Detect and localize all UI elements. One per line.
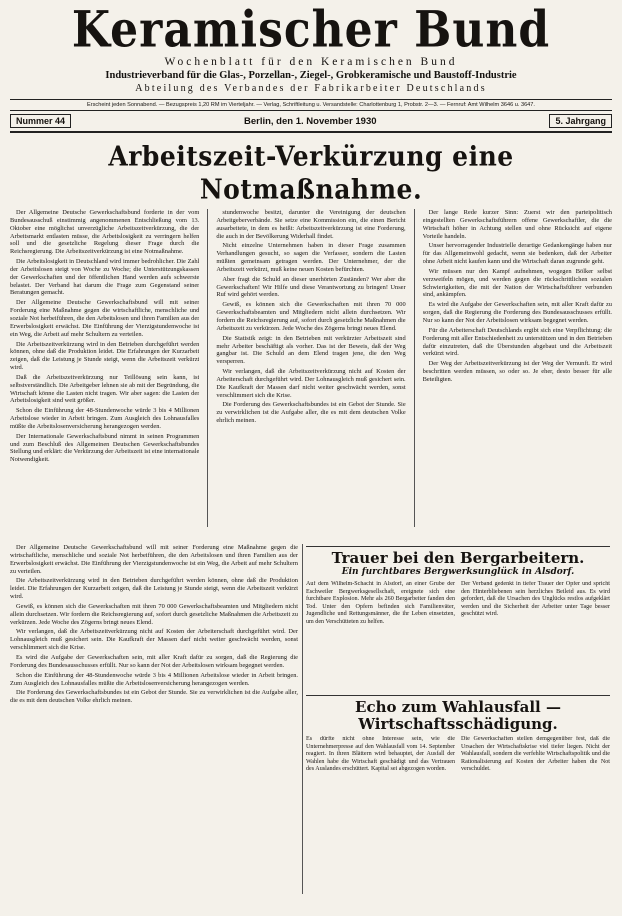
article-column: Die Gewerkschaften stellen demgegenüber fest, daß die Ursachen der Wirtschaftskrise viel tiefer liegen. Nicht der Wahlausfall, sondern die verfehlte Wirtschaftspolitik und die Rationalisierung auf Kosten der Arbeiter haben die Not verschuldet. (461, 736, 610, 773)
paragraph: Wir verlangen, daß die Arbeitszeitverkürzung nicht auf Kosten der Arbeiterschaft durchgeführt wird. Der Lohnausgleich muß gesichert sein. Die Kaufkraft der Massen darf nicht weiter geschwächt werden, sonst verschlimmert sich die Krise. (10, 628, 298, 652)
paragraph: Nicht einzelne Unternehmen haben in dieser Frage zusammen Verhandlungen gesucht, so sagen die Verfasser, sondern die Lasten müßten gemeinsam getragen werden. Der Unternehmer, der die Arbeitszeit verkürzt, muß keine neuen Kosten befürchten. (216, 242, 406, 273)
article-column: Auf dem Wilhelm-Schacht in Alsdorf, an einer Grube der Eschweiler Bergwerksgesellschaft, ereignete sich eine furchtbare Explosion. Mehr als 260 Bergarbeiter fanden den Tod. Unter den Opfern befinden sich Familienväter, Jugendliche und Rettungsmänner, die ihr Leben einsetzten, um den Verschütteten zu helfen. (306, 581, 455, 625)
paragraph: Der Allgemeine Deutsche Gewerkschaftsbund forderte in der vom Bundesausschuß einstimmig angenommenen Entschließung vom 13. Oktober eine möglichst unverzügliche Arbeitszeitverkürzung, die der Arbeitsmarkt entlasten müsse, die Arbeitslosigkeit zu verringern helfen soll und die gesetzliche Regelung dieser Frage durch die Reichsregierung. Die Arbeitszeitverkürzung ist eine Notmaßnahme. (10, 209, 200, 256)
paragraph: Es wird die Aufgabe der Gewerkschaften sein, mit aller Kraft dafür zu sorgen, daß die Regierung die Forderung des Bundesausschusses erfüllt. Nur so kann der Not der Arbeitslosen wirksam begegnet werden. (10, 653, 298, 669)
article-election-echo (306, 693, 610, 916)
paragraph: Der Weg der Arbeitszeitverkürzung ist der Weg der Vernunft. Er wird beschritten werden müssen, so oder so. Je eher, desto besser für alle Beteiligten. (422, 360, 612, 383)
article-column: Es dürfte nicht ohne Interesse sein, wie die Unternehmerpresse auf den Wahlausfall vom 14. September reagiert. In ihren Blättern wird behauptet, der Ausfall der Wahlen habe die Wirtschaft geschädigt und das Vertrauen des Auslandes erschüttert. Kapital sei abgezogen worden. (306, 736, 455, 773)
section-rule (306, 546, 610, 547)
paragraph: Die Forderung des Gewerkschaftsbundes ist ein Gebot der Stunde. Sie zu verwirklichen ist die Aufgabe aller, die es mit dem deutschen Volke ehrlich meinen. (10, 689, 298, 705)
newspaper-title: Keramischer Bund (71, 1, 551, 59)
paragraph: Unser hervorragender Industrielle derartige Gedankengänge haben nur für das Allgemeinwohl gedacht, wenn sie bedenken, daß der Arbeiter ohne Arbeit nicht kaufen kann und die Wirtschaft daran zugrunde geht. (422, 242, 612, 266)
article-column: Der Verband gedenkt in tiefer Trauer der Opfer und spricht den Hinterbliebenen sein herzliches Beileid aus. Es wird gefordert, daß die Ursachen des Unglücks restlos aufgeklärt werden und die Sicherheit der Arbeiter unter Tage besser geschützt wird. (461, 581, 610, 618)
newspaper-subtitle: Wochenblatt für den Keramischen Bund (164, 56, 458, 68)
main-article-column-1 (10, 209, 199, 527)
paragraph: Es wird die Aufgabe der Gewerkschaften sein, mit aller Kraft dafür zu sorgen, daß die Regierung die Forderung des Bundesausschusses erfüllt. Nur so kann der Not der Arbeitslosen wirksam begegnet werden. (422, 301, 612, 324)
main-article-columns (10, 209, 612, 527)
masthead (10, 0, 612, 111)
paragraph: Die Forderung des Gewerkschaftsbundes ist ein Gebot der Stunde. Sie zu verwirklichen ist die Aufgabe aller, die es mit dem deutschen Volke ehrlich meinen. (216, 401, 406, 425)
main-headline: Arbeitszeit-Verkürzung eine Notmaßnahme. (108, 140, 514, 205)
paragraph: Die Statistik zeigt: in den Betrieben mit verkürzter Arbeitszeit sind mehr Arbeiter beschäftigt als vorher. Das ist der Beweis, daß der Weg gangbar ist. Die Schuld an dem Elend tragen jene, die den Weg versperren. (216, 334, 406, 366)
paragraph: Gewiß, es können sich die Gewerkschaften mit ihren 70 000 Gewerkschaftsbeamten und Mitgliedern nicht allein durchsetzen. Wir fordern die Reichsregierung auf, sofort durch gesetzliche Maßnahmen die Arbeitszeit zu verkürzen. Jede Woche des Zögerns bringt neues Elend. (216, 301, 406, 332)
issue-bar (10, 114, 612, 128)
paragraph: Wir verlangen, daß die Arbeitszeitverkürzung nicht auf Kosten der Arbeiterschaft durchgeführt wird. Der Lohnausgleich muß gesichert sein. Die Kaufkraft der Massen darf nicht weiter geschwächt werden, sonst verschlimmert sich die Krise. (216, 368, 406, 399)
paragraph: Der lange Rede kurzer Sinn: Zuerst wir den parteipolitisch eingestellten Gewerkschaftsführern offene Gewerkschaftler, die die Wirtschaft höher in Achtung stellen und ohne Rücksicht auf eigene Vorteile handeln. (422, 209, 612, 240)
article-title: Trauer bei den Bergarbeitern. (331, 549, 585, 567)
paragraph: stundenwoche besitzt, darunter die Vereinigung der deutschen Arbeitgeberverbände. Sie setze eine Kommission ein, die einen Bericht ausarbeitete, in dem es heißt: Arbeitszeitverkürzung ist eine Forderung, die auch in der Bevölkerung Widerhall findet. (216, 209, 406, 240)
column-divider (207, 209, 208, 527)
paragraph: Schon die Einführung der 48-Stundenwoche würde 3 bis 4 Millionen Arbeitslose wieder in Arbeit bringen. Zum Ausgleich des Lohnausfalles müßte die Arbeitslosenversicherung herangezogen werden. (10, 407, 200, 430)
column-divider (414, 209, 415, 527)
paragraph: Schon die Einführung der 48-Stundenwoche würde 3 bis 4 Millionen Arbeitslose wieder in Arbeit bringen. Zum Ausgleich des Lohnausfalles müßte die Arbeitslosenversicherung herangezogen werden. (10, 671, 298, 687)
article-subtitle: Ein furchtbares Bergwerksunglück in Alsdorf. (341, 567, 575, 577)
industries-line: Industrieverband für die Glas-, Porzellan-, Ziegel-, Grobkeramische und Baustoff-Industrie (105, 70, 517, 81)
paragraph: Der Allgemeine Deutsche Gewerkschaftsbund will mit seiner Forderung eine Maßnahme gegen die wirtschaftliche, menschliche und soziale Not herbeiführen, die den Arbeitslosen und ihren Familien aus der Erwerbslosigkeit erwächst. Die Einführung der Vierzigstundenwoche ist ein Weg, die Arbeit auf mehr Schultern zu verteilen. (10, 544, 298, 575)
article-columns (306, 581, 610, 681)
article-title: Echo zum Wahlausfall — Wirtschaftsschädigung. (355, 698, 561, 733)
paragraph: Der Allgemeine Deutsche Gewerkschaftsbund will mit seiner Forderung eine Maßnahme gegen die wirtschaftliche, menschliche und soziale Not herbeiführen, die den Arbeitslosen und ihren Familien aus der Erwerbslosigkeit erwächst. Die Einführung der Vierzigstundenwoche ist ein Weg, die Arbeit auf mehr Schultern zu verteilen. (10, 299, 200, 338)
paragraph: Die Arbeitszeitverkürzung wird in den Betrieben durchgeführt werden können, ohne daß die Produktion leidet. Die Erfahrungen der Kurzarbeit zeigen, daß die Leistung je Stunde steigt, wenn die Arbeitszeit verkürzt wird. (10, 340, 200, 372)
main-article-column-3 (423, 209, 612, 527)
paragraph: Der Internationale Gewerkschaftsbund nimmt in seinen Programmen und zum Beschluß des Allgemeinen Deutschen Gewerkschaftsbundes Stellung und erklärt: die Verkürzung der Arbeitszeit ist eine internationale Notwendigkeit. (10, 432, 200, 464)
section-rule (306, 695, 610, 696)
main-article-column-2 (216, 209, 405, 527)
paragraph: Aber fragt die Schuld an dieser unerhörten Zuständen? Wer aber die Gewerkschaften! Wir Hilfe und diese Verantwortung zu bringen! Unser Ruf wird gehört werden. (216, 275, 406, 299)
issue-date: Berlin, den 1. November 1930 (243, 115, 377, 127)
article-mining-disaster (306, 544, 610, 681)
paragraph: Gewiß, es können sich die Gewerkschaften mit ihren 70 000 Gewerkschaftsbeamten und Mitgliedern nicht allein durchsetzen. Wir fordern die Reichsregierung auf, sofort durch gesetzliche Maßnahmen die Arbeitszeit zu verkürzen. Jede Woche des Zögerns bringt neues Elend. (10, 602, 298, 626)
issue-number: Nummer 44 (10, 114, 71, 128)
imprint-line: Erscheint jeden Sonnabend. — Bezugspreis 1,20 RM im Vierteljahr. — Verlag, Schriftleitung u. Versandstelle: Charlottenburg 1, Probstr. 2—3. — Fernruf: Amt Wilhelm 3646 u. 3647. (10, 99, 612, 111)
paragraph: Wir müssen nur den Kampf aufnehmen, wogegen Bölker selbst verzweifeln mögen, und werden gegen die rückschrittlichen sozialen Schwierigkeiten, die mit der Nation der Wirtschaftsführer verbunden sind, ankämpfen. (422, 267, 612, 299)
header-rule (10, 131, 612, 133)
main-article-continuation (10, 544, 298, 894)
column-divider (302, 544, 303, 894)
article-columns (306, 736, 610, 916)
paragraph: Die Arbeitszeitverkürzung wird in den Betrieben durchgeführt werden können, ohne daß die Produktion leidet. Die Erfahrungen der Kurzarbeit zeigen, daß die Leistung je Stunde steigt, wenn die Arbeitszeit verkürzt wird. (10, 577, 298, 601)
paragraph: Die Arbeitslosigkeit in Deutschland wird immer bedrohlicher. Die Zahl der Arbeitslosen steigt von Woche zu Woche; die Unterstützungskassen der Gewerkschaften und der öffentlichen Hand werden aufs schwerste belastet. Der Verband hat darum die Frage zum Gegenstand seiner Beratungen gemacht. (10, 258, 200, 297)
paragraph: Daß die Arbeitszeitverkürzung nur Teillösung sein kann, ist selbstverständlich. Die Arbeitgeber lehnen sie ab mit der Begründung, die Wirtschaft könne die Lasten nicht tragen. Wir aber sagen: die Lasten der Arbeitslosigkeit sind weit größer. (10, 373, 200, 405)
division-line: Abteilung des Verbandes der Fabrikarbeiter Deutschlands (135, 83, 487, 94)
issue-volume: 5. Jahrgang (549, 114, 612, 128)
paragraph: Für die Arbeiterschaft Deutschlands ergibt sich eine Verpflichtung: die Forderung mit aller Entschiedenheit zu unterstützen und in den Betrieben dafür einzutreten, daß die Überstunden abgebaut und die Arbeitszeit verkürzt wird. (422, 326, 612, 358)
